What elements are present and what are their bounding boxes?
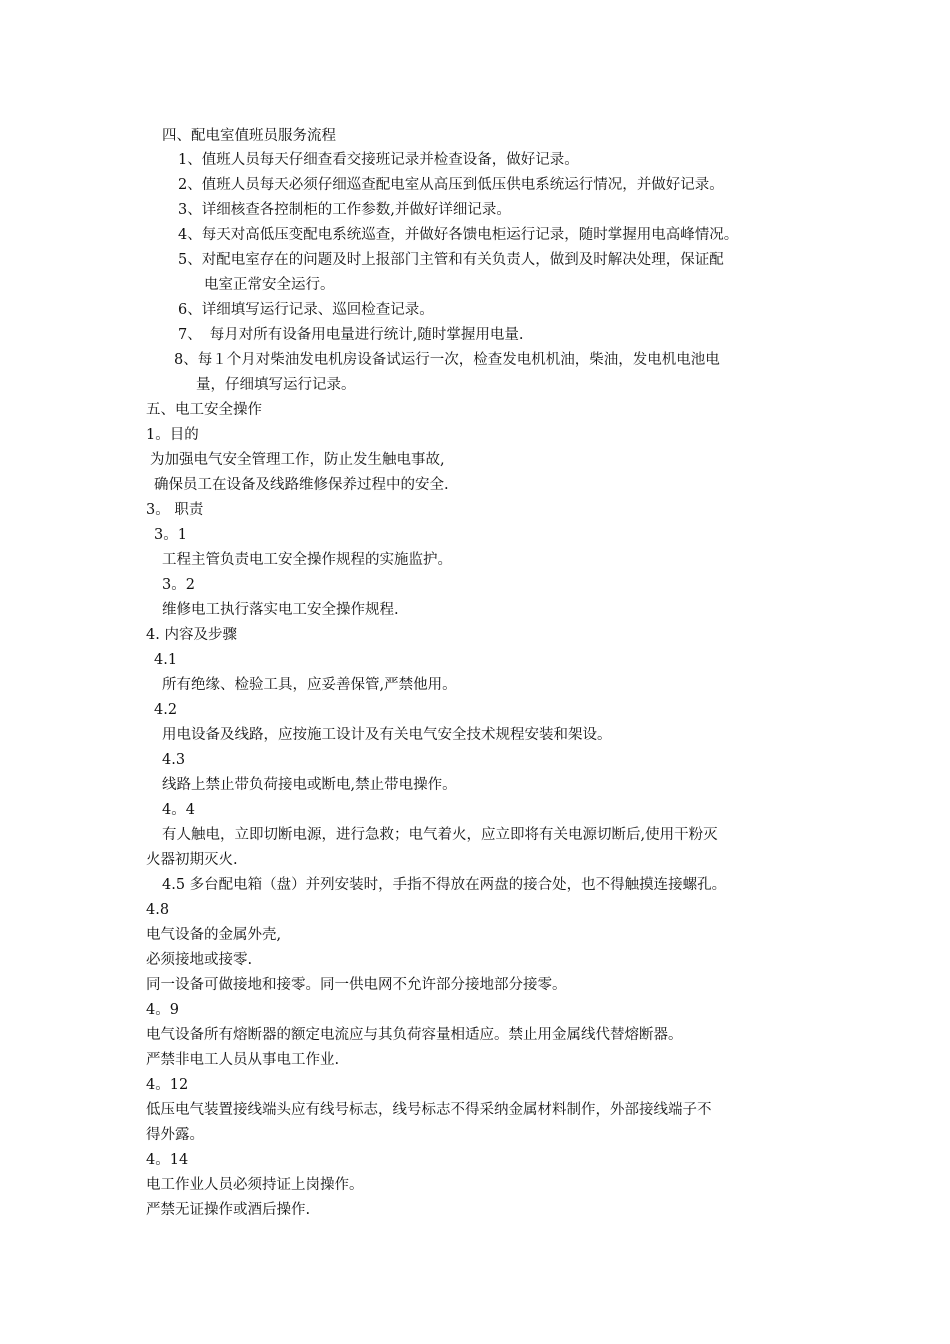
step-4-14-line-1: 电工作业人员必须持证上岗操作。	[146, 1177, 364, 1193]
list-item-8-continuation: 量，仔细填写运行记录。	[196, 377, 356, 393]
purpose-line-1: 为加强电气安全管理工作，防止发生触电事故,	[150, 452, 445, 468]
step-4-8-line-3: 同一设备可做接地和接零。同一供电网不允许部分接地部分接零。	[146, 977, 567, 993]
list-item-text: 详细填写运行记录、巡回检查记录。	[201, 302, 434, 318]
list-item-text: 每天对高低压变配电系统巡查，并做好各馈电柜运行记录，随时掌握用电高峰情况。	[201, 227, 739, 243]
step-4-9-number: 4。9	[146, 1002, 179, 1018]
list-item-5-continuation: 电室正常安全运行。	[204, 277, 335, 293]
list-item-number: 2、	[178, 177, 202, 193]
list-item-text: 值班人员每天必须仔细巡查配电室从高压到低压供电系统运行情况，并做好记录。	[201, 177, 724, 193]
list-item-number: 5、	[178, 252, 202, 268]
list-item-text: 值班人员每天仔细查看交接班记录并检查设备，做好记录。	[201, 152, 579, 168]
steps-heading: 4. 内容及步骤	[146, 627, 237, 643]
list-item-7	[178, 323, 523, 347]
step-4-5-line: 4.5 多台配电箱（盘）并列安装时，手指不得放在两盘的接合处，也不得触摸连接螺孔。	[162, 877, 727, 893]
list-item-8	[174, 348, 720, 372]
duty-3-1-text: 工程主管负责电工安全操作规程的实施监护。	[162, 552, 452, 568]
step-4-3-text: 线路上禁止带负荷接电或断电,禁止带电操作。	[162, 777, 457, 793]
duty-heading: 3。 职责	[146, 502, 204, 518]
step-4-8-line-1: 电气设备的金属外壳,	[146, 927, 282, 943]
step-4-3-number: 4.3	[162, 752, 186, 768]
list-item-text: 每１个月对柴油发电机房设备试运行一次，检查发电机机油，柴油，发电机电池电	[197, 352, 720, 368]
step-4-2-number: 4.2	[154, 702, 178, 718]
section-5-title: 五、电工安全操作	[146, 402, 262, 418]
duty-3-1-number: 3。1	[154, 527, 187, 543]
step-4-9-line-2: 严禁非电工人员从事电工作业.	[146, 1052, 340, 1068]
list-item-number: 8、	[174, 352, 198, 368]
step-4-12-number: 4。12	[146, 1077, 189, 1093]
step-4-4-text-line-2: 火器初期灭火.	[146, 852, 238, 868]
step-4-1-number: 4.1	[154, 652, 178, 668]
list-item-text: 每月对所有设备用电量进行统计,随时掌握用电量.	[209, 327, 524, 343]
purpose-line-2: 确保员工在设备及线路维修保养过程中的安全.	[154, 477, 449, 493]
step-4-4-number: 4。4	[162, 802, 195, 818]
list-item-number: 6、	[178, 302, 202, 318]
step-4-9-line-1: 电气设备所有熔断器的额定电流应与其负荷容量相适应。禁止用金属线代替熔断器。	[146, 1027, 683, 1043]
list-item-number: 4、	[178, 227, 202, 243]
step-4-2-text: 用电设备及线路，应按施工设计及有关电气安全技术规程安装和架设。	[162, 727, 612, 743]
list-item-number: 3、	[178, 202, 202, 218]
step-4-8-line-2: 必须接地或接零.	[146, 952, 253, 968]
purpose-heading: 1。目的	[146, 427, 199, 443]
list-item-1	[178, 148, 579, 172]
list-item-5	[178, 248, 724, 272]
step-4-1-text: 所有绝缘、检验工具，应妥善保管,严禁他用。	[162, 677, 457, 693]
step-4-12-line-2: 得外露。	[146, 1127, 204, 1143]
step-4-14-line-2: 严禁无证操作或酒后操作.	[146, 1202, 311, 1218]
list-item-6	[178, 298, 434, 322]
list-item-number: 7、	[178, 327, 202, 343]
step-4-4-text-line-1: 有人触电，立即切断电源，进行急救；电气着火，应立即将有关电源切断后,使用干粉灭	[162, 827, 718, 843]
list-item-text: 详细核查各控制柜的工作参数,并做好详细记录。	[201, 202, 511, 218]
list-item-4	[178, 223, 738, 247]
duty-3-2-text: 维修电工执行落实电工安全操作规程.	[162, 602, 399, 618]
list-item-text: 对配电室存在的问题及时上报部门主管和有关负责人，做到及时解决处理，保证配	[201, 252, 724, 268]
step-4-12-line-1: 低压电气装置接线端头应有线号标志，线号标志不得采纳金属材料制作，外部接线端子不	[146, 1102, 712, 1118]
list-item-3	[178, 198, 511, 222]
list-item-number: 1、	[178, 152, 202, 168]
step-4-8-number: 4.8	[146, 902, 170, 918]
section-4-title: 四、配电室值班员服务流程	[162, 128, 336, 144]
step-4-14-number: 4。14	[146, 1152, 189, 1168]
list-item-2	[178, 173, 724, 197]
duty-3-2-number: 3。2	[162, 577, 195, 593]
